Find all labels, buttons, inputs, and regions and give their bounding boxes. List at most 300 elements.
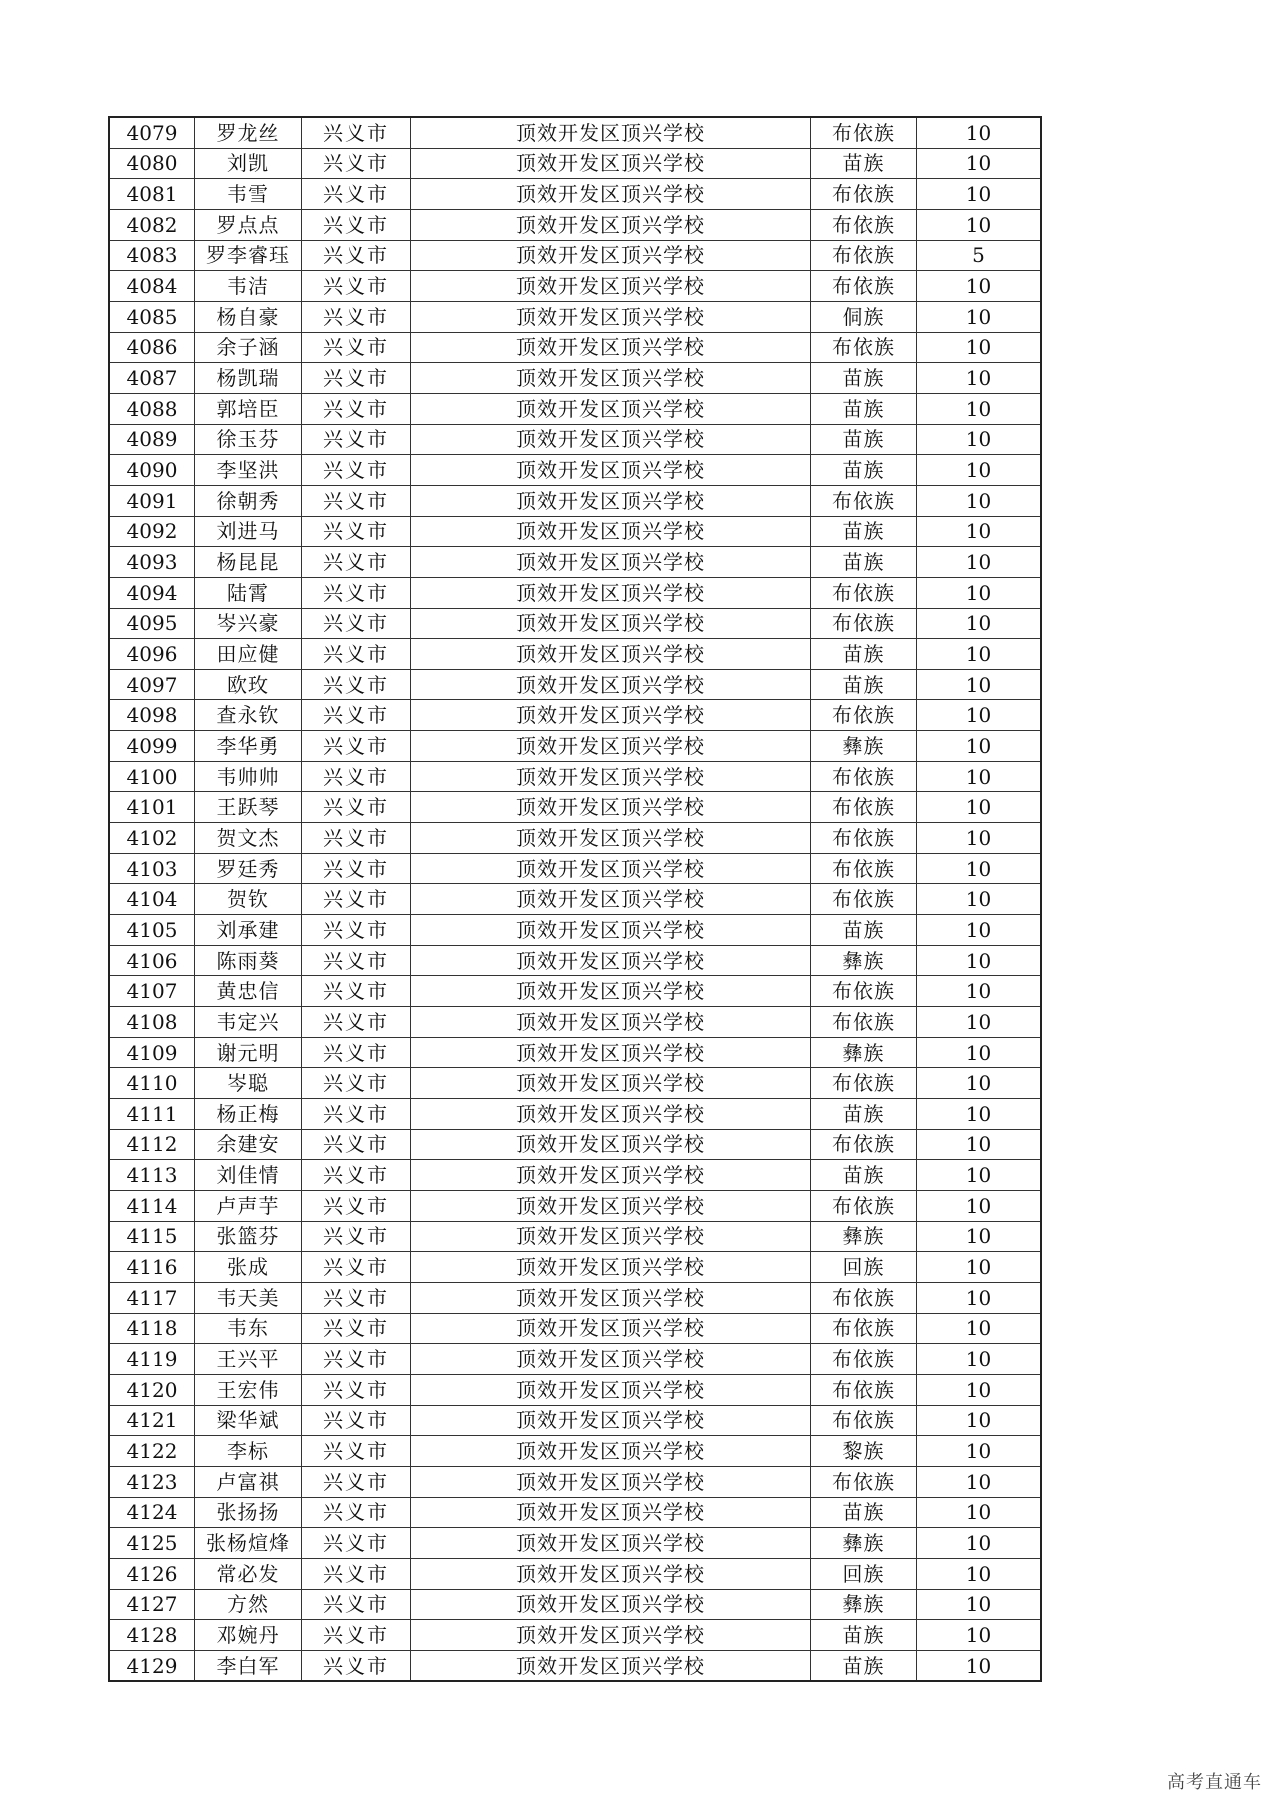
cell-school: 顶效开发区顶兴学校 [411,1620,811,1651]
cell-school: 顶效开发区顶兴学校 [411,209,811,240]
cell-score: 10 [917,332,1042,363]
cell-name: 刘进马 [195,516,302,547]
cell-city: 兴义市 [302,1589,411,1620]
cell-name: 梁华斌 [195,1405,302,1436]
cell-ethnicity: 布依族 [811,976,917,1007]
cell-city: 兴义市 [302,485,411,516]
table-row [109,1282,1041,1313]
cell-city: 兴义市 [302,1436,411,1467]
cell-id: 4114 [109,1190,195,1221]
cell-ethnicity: 侗族 [811,301,917,332]
table-row [109,1007,1041,1038]
cell-name: 罗李睿珏 [195,240,302,271]
cell-school: 顶效开发区顶兴学校 [411,301,811,332]
table-row [109,700,1041,731]
cell-name: 张篮芬 [195,1221,302,1252]
table-row [109,853,1041,884]
cell-score: 10 [917,1252,1042,1283]
cell-score: 10 [917,1190,1042,1221]
cell-city: 兴义市 [302,1558,411,1589]
cell-id: 4122 [109,1436,195,1467]
cell-name: 卢富祺 [195,1466,302,1497]
cell-name: 岑兴豪 [195,608,302,639]
cell-name: 郭培臣 [195,393,302,424]
cell-name: 李白军 [195,1650,302,1681]
cell-score: 10 [917,761,1042,792]
cell-id: 4123 [109,1466,195,1497]
cell-ethnicity: 布依族 [811,332,917,363]
cell-ethnicity: 彝族 [811,1037,917,1068]
cell-score: 10 [917,1405,1042,1436]
cell-id: 4107 [109,976,195,1007]
cell-name: 李标 [195,1436,302,1467]
cell-id: 4129 [109,1650,195,1681]
cell-ethnicity: 布依族 [811,700,917,731]
table-row [109,731,1041,762]
cell-name: 韦东 [195,1313,302,1344]
cell-ethnicity: 回族 [811,1252,917,1283]
cell-city: 兴义市 [302,363,411,394]
cell-ethnicity: 布依族 [811,271,917,302]
cell-score: 10 [917,1497,1042,1528]
cell-score: 10 [917,731,1042,762]
cell-name: 罗点点 [195,209,302,240]
cell-city: 兴义市 [302,1099,411,1130]
cell-id: 4085 [109,301,195,332]
cell-id: 4119 [109,1344,195,1375]
cell-id: 4091 [109,485,195,516]
cell-school: 顶效开发区顶兴学校 [411,1282,811,1313]
cell-school: 顶效开发区顶兴学校 [411,363,811,394]
cell-school: 顶效开发区顶兴学校 [411,179,811,210]
cell-city: 兴义市 [302,1129,411,1160]
cell-school: 顶效开发区顶兴学校 [411,1129,811,1160]
cell-city: 兴义市 [302,148,411,179]
table-row [109,577,1041,608]
cell-name: 常必发 [195,1558,302,1589]
cell-id: 4082 [109,209,195,240]
cell-name: 贺文杰 [195,823,302,854]
cell-id: 4125 [109,1528,195,1559]
cell-city: 兴义市 [302,117,411,148]
cell-city: 兴义市 [302,455,411,486]
table-row [109,485,1041,516]
cell-name: 余子涵 [195,332,302,363]
cell-school: 顶效开发区顶兴学校 [411,547,811,578]
table-row [109,1252,1041,1283]
cell-ethnicity: 苗族 [811,915,917,946]
cell-ethnicity: 布依族 [811,1190,917,1221]
cell-name: 刘佳情 [195,1160,302,1191]
cell-score: 10 [917,117,1042,148]
cell-name: 贺钦 [195,884,302,915]
cell-name: 李坚洪 [195,455,302,486]
cell-city: 兴义市 [302,608,411,639]
cell-ethnicity: 彝族 [811,1589,917,1620]
cell-id: 4098 [109,700,195,731]
cell-city: 兴义市 [302,301,411,332]
cell-school: 顶效开发区顶兴学校 [411,945,811,976]
cell-city: 兴义市 [302,332,411,363]
cell-score: 10 [917,1160,1042,1191]
table-row [109,1099,1041,1130]
cell-school: 顶效开发区顶兴学校 [411,1374,811,1405]
cell-score: 10 [917,301,1042,332]
cell-id: 4096 [109,639,195,670]
table-row [109,915,1041,946]
cell-name: 欧玫 [195,669,302,700]
table-row [109,608,1041,639]
cell-school: 顶效开发区顶兴学校 [411,271,811,302]
cell-name: 王跃琴 [195,792,302,823]
cell-ethnicity: 布依族 [811,240,917,271]
cell-school: 顶效开发区顶兴学校 [411,700,811,731]
cell-score: 10 [917,884,1042,915]
cell-score: 10 [917,1466,1042,1497]
cell-score: 10 [917,1221,1042,1252]
cell-school: 顶效开发区顶兴学校 [411,1007,811,1038]
cell-city: 兴义市 [302,669,411,700]
table-row [109,1405,1041,1436]
cell-id: 4103 [109,853,195,884]
cell-score: 10 [917,393,1042,424]
table-row [109,1221,1041,1252]
table-row [109,1068,1041,1099]
cell-city: 兴义市 [302,1497,411,1528]
cell-city: 兴义市 [302,700,411,731]
cell-score: 10 [917,1007,1042,1038]
table-row [109,240,1041,271]
cell-score: 10 [917,976,1042,1007]
cell-name: 邓婉丹 [195,1620,302,1651]
cell-score: 10 [917,577,1042,608]
table-row [109,1589,1041,1620]
cell-city: 兴义市 [302,915,411,946]
cell-school: 顶效开发区顶兴学校 [411,853,811,884]
cell-city: 兴义市 [302,1282,411,1313]
cell-score: 10 [917,455,1042,486]
table-row [109,516,1041,547]
cell-score: 10 [917,853,1042,884]
cell-school: 顶效开发区顶兴学校 [411,485,811,516]
table-row [109,363,1041,394]
cell-ethnicity: 布依族 [811,823,917,854]
table-row [109,1129,1041,1160]
cell-city: 兴义市 [302,976,411,1007]
table-row [109,1190,1041,1221]
cell-ethnicity: 苗族 [811,1099,917,1130]
cell-ethnicity: 布依族 [811,1344,917,1375]
cell-school: 顶效开发区顶兴学校 [411,1190,811,1221]
cell-school: 顶效开发区顶兴学校 [411,731,811,762]
cell-score: 10 [917,485,1042,516]
cell-school: 顶效开发区顶兴学校 [411,424,811,455]
cell-score: 10 [917,1620,1042,1651]
cell-school: 顶效开发区顶兴学校 [411,1160,811,1191]
cell-name: 岑聪 [195,1068,302,1099]
cell-city: 兴义市 [302,792,411,823]
table-row [109,1344,1041,1375]
cell-school: 顶效开发区顶兴学校 [411,1589,811,1620]
cell-id: 4086 [109,332,195,363]
cell-city: 兴义市 [302,271,411,302]
cell-school: 顶效开发区顶兴学校 [411,884,811,915]
cell-school: 顶效开发区顶兴学校 [411,1405,811,1436]
cell-score: 10 [917,1037,1042,1068]
cell-id: 4121 [109,1405,195,1436]
cell-city: 兴义市 [302,1007,411,1038]
cell-name: 陈雨葵 [195,945,302,976]
cell-school: 顶效开发区顶兴学校 [411,915,811,946]
cell-id: 4099 [109,731,195,762]
cell-school: 顶效开发区顶兴学校 [411,1558,811,1589]
cell-name: 徐朝秀 [195,485,302,516]
cell-score: 10 [917,363,1042,394]
cell-score: 10 [917,915,1042,946]
cell-school: 顶效开发区顶兴学校 [411,1344,811,1375]
table-row [109,1497,1041,1528]
table-row [109,1528,1041,1559]
table-row [109,332,1041,363]
cell-id: 4127 [109,1589,195,1620]
cell-city: 兴义市 [302,1190,411,1221]
cell-id: 4102 [109,823,195,854]
cell-id: 4090 [109,455,195,486]
cell-ethnicity: 布依族 [811,792,917,823]
cell-name: 韦帅帅 [195,761,302,792]
cell-city: 兴义市 [302,853,411,884]
cell-name: 杨凯瑞 [195,363,302,394]
roster-table-body [109,117,1041,1681]
cell-ethnicity: 苗族 [811,1497,917,1528]
cell-ethnicity: 苗族 [811,547,917,578]
cell-score: 10 [917,823,1042,854]
cell-id: 4097 [109,669,195,700]
cell-city: 兴义市 [302,424,411,455]
table-row [109,148,1041,179]
cell-ethnicity: 苗族 [811,363,917,394]
cell-ethnicity: 黎族 [811,1436,917,1467]
cell-name: 余建安 [195,1129,302,1160]
cell-name: 杨自豪 [195,301,302,332]
table-row [109,393,1041,424]
cell-id: 4104 [109,884,195,915]
cell-id: 4115 [109,1221,195,1252]
cell-ethnicity: 苗族 [811,639,917,670]
cell-name: 卢声芋 [195,1190,302,1221]
cell-city: 兴义市 [302,1252,411,1283]
cell-city: 兴义市 [302,884,411,915]
cell-school: 顶效开发区顶兴学校 [411,1252,811,1283]
roster-table [108,116,1042,1682]
cell-city: 兴义市 [302,516,411,547]
cell-ethnicity: 苗族 [811,1160,917,1191]
table-row [109,823,1041,854]
cell-city: 兴义市 [302,1160,411,1191]
cell-id: 4092 [109,516,195,547]
cell-city: 兴义市 [302,1620,411,1651]
cell-ethnicity: 苗族 [811,1650,917,1681]
cell-id: 4118 [109,1313,195,1344]
table-row [109,1620,1041,1651]
cell-ethnicity: 苗族 [811,1620,917,1651]
cell-id: 4081 [109,179,195,210]
cell-score: 10 [917,792,1042,823]
cell-id: 4080 [109,148,195,179]
cell-id: 4106 [109,945,195,976]
cell-name: 王兴平 [195,1344,302,1375]
cell-ethnicity: 布依族 [811,1466,917,1497]
cell-ethnicity: 布依族 [811,1282,917,1313]
cell-school: 顶效开发区顶兴学校 [411,639,811,670]
cell-id: 4126 [109,1558,195,1589]
cell-score: 10 [917,608,1042,639]
cell-city: 兴义市 [302,1650,411,1681]
cell-ethnicity: 布依族 [811,1313,917,1344]
cell-score: 10 [917,639,1042,670]
cell-name: 刘凯 [195,148,302,179]
table-row [109,209,1041,240]
cell-name: 张成 [195,1252,302,1283]
cell-id: 4113 [109,1160,195,1191]
cell-city: 兴义市 [302,1221,411,1252]
cell-ethnicity: 苗族 [811,516,917,547]
cell-ethnicity: 彝族 [811,945,917,976]
cell-school: 顶效开发区顶兴学校 [411,332,811,363]
cell-name: 韦洁 [195,271,302,302]
cell-score: 10 [917,424,1042,455]
cell-ethnicity: 布依族 [811,179,917,210]
cell-school: 顶效开发区顶兴学校 [411,1068,811,1099]
cell-score: 10 [917,1344,1042,1375]
cell-name: 刘承建 [195,915,302,946]
cell-school: 顶效开发区顶兴学校 [411,608,811,639]
cell-school: 顶效开发区顶兴学校 [411,1037,811,1068]
cell-ethnicity: 布依族 [811,1129,917,1160]
cell-ethnicity: 布依族 [811,117,917,148]
cell-city: 兴义市 [302,393,411,424]
table-row [109,1374,1041,1405]
cell-name: 张杨煊烽 [195,1528,302,1559]
table-row [109,271,1041,302]
cell-score: 10 [917,1374,1042,1405]
cell-ethnicity: 布依族 [811,884,917,915]
cell-school: 顶效开发区顶兴学校 [411,240,811,271]
cell-school: 顶效开发区顶兴学校 [411,1497,811,1528]
cell-id: 4128 [109,1620,195,1651]
cell-name: 方然 [195,1589,302,1620]
table-row [109,1558,1041,1589]
cell-city: 兴义市 [302,639,411,670]
table-row [109,547,1041,578]
cell-id: 4084 [109,271,195,302]
cell-ethnicity: 布依族 [811,485,917,516]
cell-id: 4117 [109,1282,195,1313]
cell-city: 兴义市 [302,577,411,608]
cell-ethnicity: 布依族 [811,577,917,608]
cell-school: 顶效开发区顶兴学校 [411,1099,811,1130]
cell-city: 兴义市 [302,209,411,240]
cell-city: 兴义市 [302,240,411,271]
table-row [109,976,1041,1007]
cell-id: 4101 [109,792,195,823]
table-row [109,301,1041,332]
cell-ethnicity: 苗族 [811,424,917,455]
table-row [109,455,1041,486]
cell-score: 10 [917,516,1042,547]
table-row [109,945,1041,976]
cell-id: 4116 [109,1252,195,1283]
cell-ethnicity: 苗族 [811,455,917,486]
cell-ethnicity: 彝族 [811,731,917,762]
cell-school: 顶效开发区顶兴学校 [411,117,811,148]
cell-id: 4079 [109,117,195,148]
cell-ethnicity: 彝族 [811,1528,917,1559]
cell-city: 兴义市 [302,1528,411,1559]
cell-city: 兴义市 [302,547,411,578]
cell-name: 韦定兴 [195,1007,302,1038]
cell-city: 兴义市 [302,1344,411,1375]
cell-city: 兴义市 [302,1466,411,1497]
cell-ethnicity: 布依族 [811,1007,917,1038]
cell-school: 顶效开发区顶兴学校 [411,1313,811,1344]
cell-ethnicity: 苗族 [811,669,917,700]
table-row [109,884,1041,915]
cell-id: 4111 [109,1099,195,1130]
cell-city: 兴义市 [302,1374,411,1405]
cell-city: 兴义市 [302,823,411,854]
cell-score: 10 [917,1558,1042,1589]
cell-id: 4105 [109,915,195,946]
cell-score: 10 [917,1436,1042,1467]
cell-id: 4112 [109,1129,195,1160]
cell-school: 顶效开发区顶兴学校 [411,577,811,608]
cell-city: 兴义市 [302,1313,411,1344]
cell-school: 顶效开发区顶兴学校 [411,823,811,854]
cell-school: 顶效开发区顶兴学校 [411,761,811,792]
table-row [109,669,1041,700]
cell-school: 顶效开发区顶兴学校 [411,393,811,424]
cell-id: 4100 [109,761,195,792]
cell-id: 4124 [109,1497,195,1528]
cell-id: 4108 [109,1007,195,1038]
cell-id: 4110 [109,1068,195,1099]
cell-name: 谢元明 [195,1037,302,1068]
table-row [109,792,1041,823]
cell-city: 兴义市 [302,945,411,976]
cell-school: 顶效开发区顶兴学校 [411,669,811,700]
cell-name: 罗廷秀 [195,853,302,884]
cell-score: 10 [917,1129,1042,1160]
cell-name: 徐玉芬 [195,424,302,455]
table-row [109,117,1041,148]
table-row [109,1037,1041,1068]
cell-score: 5 [917,240,1042,271]
watermark: 高考直通车 [1167,1772,1262,1793]
cell-school: 顶效开发区顶兴学校 [411,976,811,1007]
cell-name: 田应健 [195,639,302,670]
cell-city: 兴义市 [302,179,411,210]
cell-score: 10 [917,1589,1042,1620]
cell-ethnicity: 布依族 [811,1068,917,1099]
cell-id: 4083 [109,240,195,271]
cell-name: 罗龙丝 [195,117,302,148]
cell-score: 10 [917,179,1042,210]
cell-id: 4087 [109,363,195,394]
cell-city: 兴义市 [302,1037,411,1068]
cell-city: 兴义市 [302,1068,411,1099]
cell-school: 顶效开发区顶兴学校 [411,148,811,179]
